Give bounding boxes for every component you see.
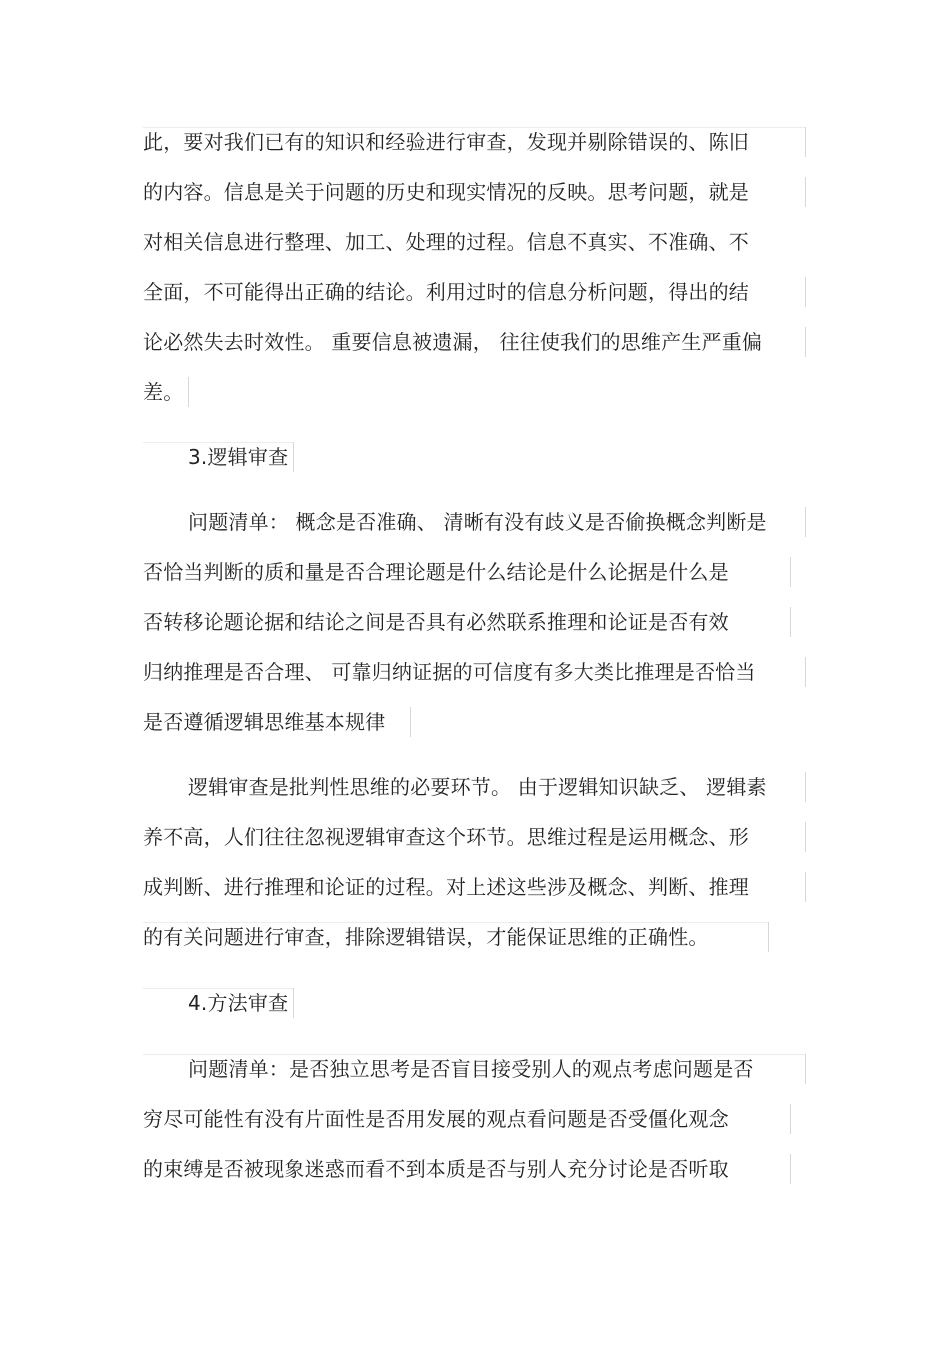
scan-guide-mark: [805, 177, 806, 207]
scan-guide-line: [143, 1054, 805, 1055]
scan-guide-mark: [805, 872, 806, 902]
text-line: 差。: [143, 380, 184, 404]
text-line: 成判断、进行推理和论证的过程。对上述这些涉及概念、判断、推理: [143, 875, 749, 899]
text-line: 养不高，人们往往忽视逻辑审查这个环节。思维过程是运用概念、形: [143, 825, 749, 849]
scan-guide-mark: [293, 442, 294, 472]
text-line: 的束缚是否被现象迷惑而看不到本质是否与别人充分讨论是否听取: [143, 1157, 729, 1181]
scan-guide-mark: [790, 607, 791, 637]
text-line: 问题清单： 概念是否准确、 清晰有没有歧义是否偷换概念判断是: [188, 510, 767, 534]
scan-guide-mark: [410, 707, 411, 737]
scan-guide-mark: [805, 1054, 806, 1084]
scan-guide-mark: [790, 1104, 791, 1134]
text-line: 问题清单：是否独立思考是否盲目接受别人的观点考虑问题是否: [188, 1057, 754, 1081]
text-line: 全面，不可能得出正确的结论。利用过时的信息分析问题，得出的结: [143, 280, 749, 304]
text-line: 是否遵循逻辑思维基本规律: [143, 710, 386, 734]
scan-guide-mark: [768, 922, 769, 952]
scan-guide-line: [143, 127, 805, 128]
scan-guide-line: [143, 922, 768, 923]
text-line: 穷尽可能性有没有片面性是否用发展的观点看问题是否受僵化观念: [143, 1107, 729, 1131]
text-line: 的有关问题进行审查，排除逻辑错误，才能保证思维的正确性。: [143, 925, 709, 949]
text-line: 否转移论题论据和结论之间是否具有必然联系推理和论证是否有效: [143, 610, 729, 634]
scan-guide-mark: [805, 657, 806, 687]
text-line: 否恰当判断的质和量是否合理论题是什么结论是什么论据是什么是: [143, 560, 729, 584]
section-heading-logic-review: 3.逻辑审查: [188, 445, 289, 469]
text-line: 的内容。信息是关于问题的历史和现实情况的反映。思考问题，就是: [143, 180, 749, 204]
scan-guide-line: [143, 442, 293, 443]
text-line: 对相关信息进行整理、加工、处理的过程。信息不真实、不准确、不: [143, 230, 749, 254]
scan-guide-mark: [790, 1154, 791, 1184]
section-heading-method-review: 4.方法审查: [188, 991, 289, 1015]
scan-guide-line: [143, 988, 293, 989]
text-line: 此，要对我们已有的知识和经验进行审查，发现并剔除错误的、陈旧: [143, 130, 749, 154]
scan-guide-mark: [188, 377, 189, 407]
text-line: 归纳推理是否合理、 可靠归纳证据的可信度有多大类比推理是否恰当: [143, 660, 756, 684]
scan-guide-mark: [293, 988, 294, 1018]
text-line: 论必然失去时效性。 重要信息被遗漏， 往往使我们的思维产生严重偏: [143, 330, 763, 354]
scan-guide-mark: [805, 327, 806, 357]
scan-guide-mark: [790, 557, 791, 587]
scan-guide-mark: [805, 822, 806, 852]
scan-guide-mark: [805, 507, 806, 537]
scan-guide-mark: [805, 772, 806, 802]
text-line: 逻辑审查是批判性思维的必要环节。 由于逻辑知识缺乏、 逻辑素: [188, 775, 767, 799]
scan-guide-mark: [805, 127, 806, 157]
scan-guide-mark: [805, 277, 806, 307]
